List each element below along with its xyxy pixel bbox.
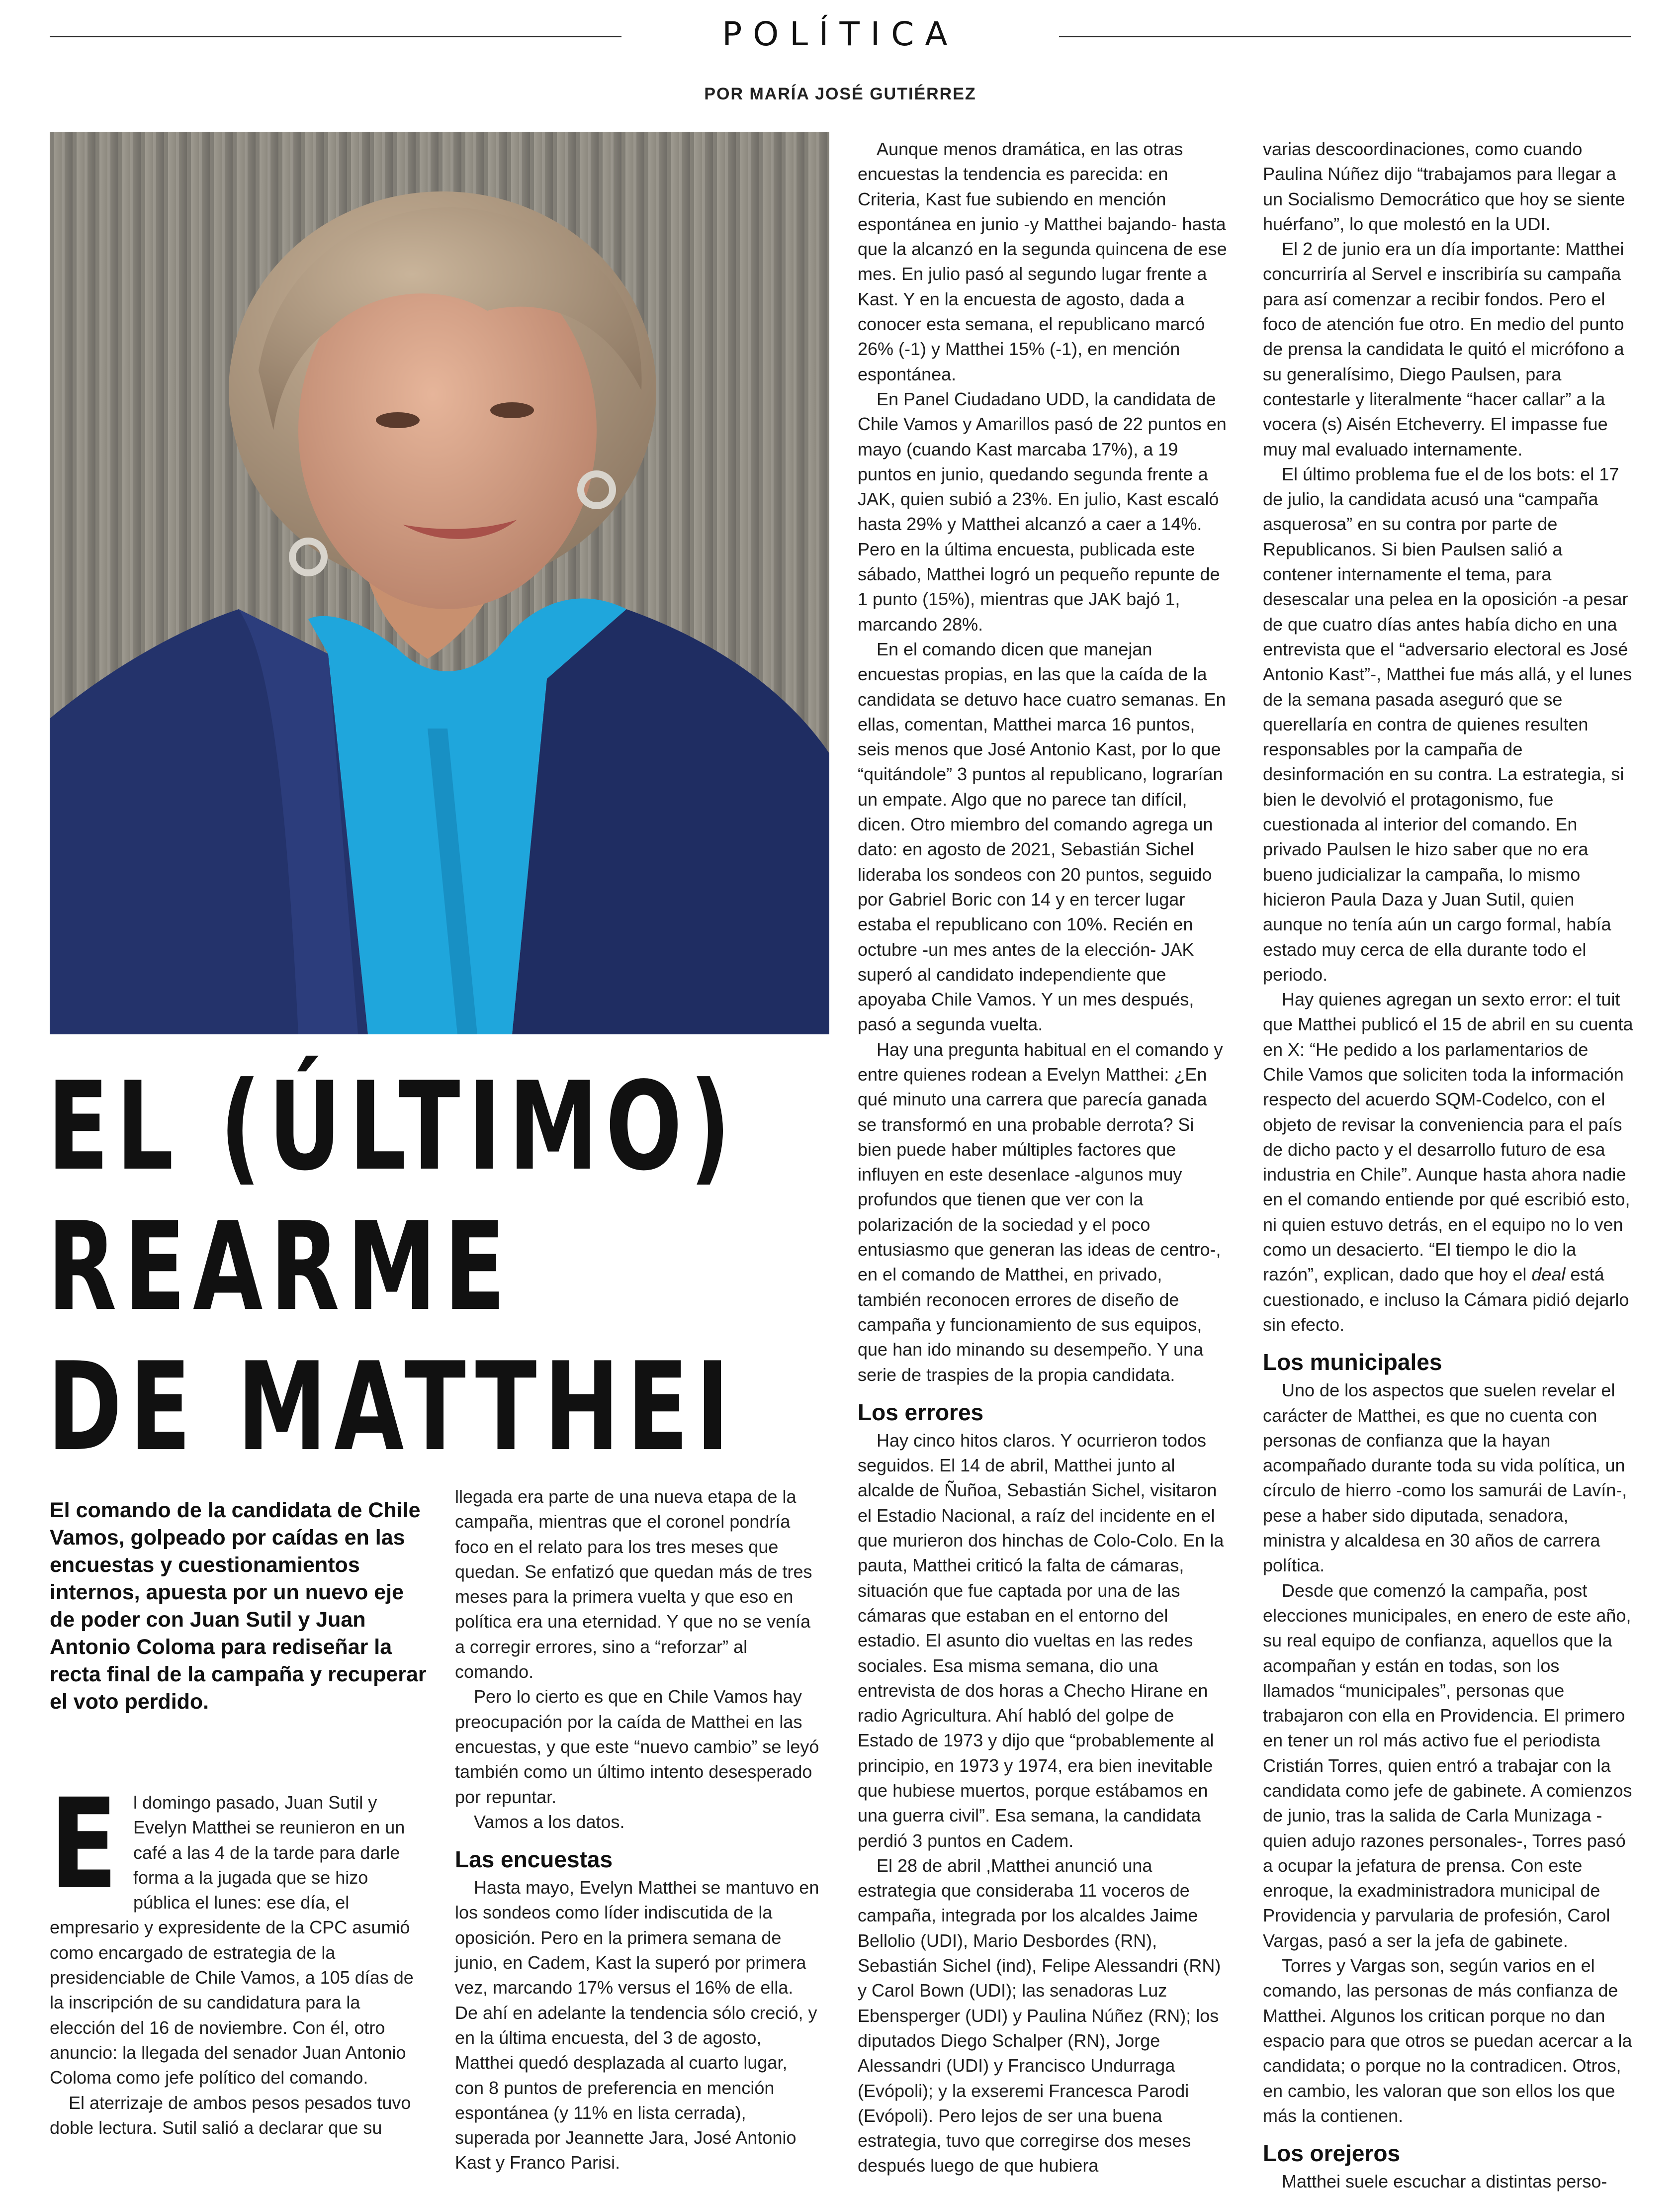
paragraph: Desde que comenzó la campaña, post elecciones municipales, en enero de este año, su real equipo de confianza, aquellos que la acompañan y están en todas, son los llamados “municipales”, personas que trabajaron con ella en Providencia. El primero en tener un rol más activo fue el periodista Cristián Torres, quien entró a trabajar con la candidata como jefe de gabinete. A comienzos de junio, tras la salida de Carla Munizaga -quien adujo razones personales-, Torres pasó a ocupar la jefatura de prensa. Con este enroque, la exadministradora municipal de Providencia y parvularia de profesión, Carol Vargas, pasó a ser la jefa de gabinete. [1263,1580,1632,1951]
body-column-3 [858,137,1228,2179]
body-column-4 [1263,137,1633,2194]
paragraph: llegada era parte de una nueva etapa de la campaña, mientras que el coronel pondría foco en el relato para los tres meses que quedan. Se enfatizó que quedan más de tres meses para la primera vuelta y que eso en política era una eternidad. Y que no se venía a corregir errores, sino a “reforzar” al comando. [455,1486,812,1682]
paragraph-text: Hay quienes agregan un sexto error: el tuit que Matthei publicó el 15 de abril en su cuenta en X: “He pedido a los parlamentarios de Chile Vamos que soliciten toda la información respecto del acuerdo SQM-Codelco, con el objeto de revisar la conveniencia para el país de dicho pacto y el desarrollo futuro de esa industria en Chile”. Aunque hasta ahora nadie en el comando entiende por qué escribió esto, ni quien estuvo detrás, en el equipo no lo ven como un desacierto. “El tiempo le dio la razón”, explican, dado que hoy el [1263,989,1633,1285]
headline-line-3: DE MATTHEI [47,1336,737,1478]
drop-cap: E [50,1772,118,1917]
drop-cap-paragraph [50,1772,415,2091]
subheading-los-municipales: Los municipales [1263,1349,1442,1375]
body-column-2 [455,1484,820,2176]
byline: POR MARÍA JOSÉ GUTIÉRREZ [704,85,976,103]
paragraph: En Panel Ciudadano UDD, la candidata de Chile Vamos y Amarillos pasó de 22 puntos en mayo (cuando Kast marcaba 17%), a 19 puntos en junio, quedando segunda frente a JAK, quien subió a 23%. En julio, Kast escaló hasta 29% y Matthei alcanzó a caer a 14%. Pero en la última encuesta, publicada este sábado, Matthei logró un pequeño repunte de 1 punto (15%), mientras que JAK bajó 1, marcando 28%. [858,388,1227,635]
subheading-los-orejeros: Los orejeros [1263,2140,1401,2167]
paragraph: varias descoordinaciones, como cuando Paulina Núñez dijo “trabajamos para llegar a un Socialismo Democrático que hoy se siente huérfano”, lo que molestó en la UDI. [1263,139,1625,234]
paragraph: Torres y Vargas son, según varios en el comando, las personas de más confianza de Matthei. Algunos los critican porque no dan espacio para que otros se puedan acercar a la candidata; o porque no la contradicen. Otros, en cambio, les valoran que son ellos los que más la contienen. [1263,1955,1632,2126]
paragraph: Pero lo cierto es que en Chile Vamos hay preocupación por la caída de Matthei en las encuestas, y que este “nuevo cambio” se leyó también como un último intento desesperado por repuntar. [455,1686,819,1807]
italic-word: deal [1531,1264,1566,1285]
body-column-1 [50,1772,415,2140]
headline-line-2: REARME [47,1196,513,1338]
lead-paragraph: El comando de la candidata de Chile Vamos, golpeado por caídas en las encuestas y cuestionamientos internos, apuesta por un nuevo eje de poder con Juan Sutil y Juan Antonio Coloma para rediseñar la recta final de la campaña y recuperar el voto perdido. [50,1498,427,1714]
paragraph: El 2 de junio era un día importante: Matthei concurriría al Servel e inscribiría su campaña para así comenzar a recibir fondos. Pero el foco de atención fue otro. En medio del punto de prensa la candidata le quitó el micrófono a su generalísimo, Diego Paulsen, para contestarle y literalmente “hacer callar” a la vocera (s) Aisén Etcheverry. El impasse fue muy mal evaluado internamente. [1263,239,1624,459]
paragraph-text: está cuestionado, e incluso la Cámara pidió dejarlo sin efecto. [1263,1264,1629,1335]
headline-line-1: EL (ÚLTIMO) [47,1056,738,1197]
paragraph: Aunque menos dramática, en las otras encuestas la tendencia es parecida: en Criteria, Kast fue subiendo en mención espontánea en junio -y Matthei bajando- hasta que la alcanzó en la segunda quincena de ese mes. En julio pasó al segundo lugar frente a Kast. Y en la encuesta de agosto, dada a conocer esta semana, el republicano marcó 26% (-1) y Matthei 15% (-1), en mención espontánea. [858,139,1227,384]
paragraph: En el comando dicen que manejan encuestas propias, en las que la caída de la candidata se detuvo hace cuatro semanas. En ellas, comentan, Matthei marca 16 puntos, seis menos que José Antonio Kast, por lo que “quitándole” 3 puntos al republicano, lograrían un empate. Algo que no parece tan difícil, dicen. Otro miembro del comando agrega un dato: en agosto de 2021, Sebastián Sichel lideraba los sondeos con 20 puntos, seguido por Gabriel Boric con 14 y en tercer lugar estaba el republicano con 10%. Recién en octubre -un mes antes de la elección- JAK superó al candidato independiente que apoyaba Chile Vamos. Y un mes después, pasó a segunda vuelta. [858,639,1226,1035]
portrait-photo [50,132,829,1034]
paragraph: Matthei suele escuchar a distintas perso- [1282,2171,1607,2192]
paragraph: Vamos a los datos. [474,1811,625,1832]
paragraph: El 28 de abril ,Matthei anunció una estrategia que consideraba 11 voceros de campaña, integrada por los alcaldes Jaime Bellolio (UDI), Mario Desbordes (RN), Sebastián Sichel (ind), Felipe Alessandri (RN) y Carol Bown (UDI); las senadoras Luz Ebensperger (UDI) y Paulina Núñez (RN); los diputados Diego Schalper (RN), Jorge Alessandri (UDI) y Francisco Undurraga (Evópoli); y la exseremi Francesca Parodi (Evópoli). Pero lejos de ser una buena estrategia, tuvo que corregirse dos meses después luego de que hubiera [858,1855,1221,2176]
header-rule-right [1059,36,1631,37]
paragraph: Hay cinco hitos claros. Y ocurrieron todos seguidos. El 14 de abril, Matthei junto al alcalde de Ñuñoa, Sebastián Sichel, visitaron el Estadio Nacional, a raíz del incidente en el que murieron dos hinchas de Colo-Colo. En la pauta, Matthei criticó la falta de cámaras, situación que fue captada por una de las cámaras que estaban en el entorno del estadio. El asunto dio vueltas en las redes sociales. Esa misma semana, dio una entrevista de dos horas a Checho Hirane en radio Agricultura. Ahí habló del golpe de Estado de 1973 y dijo que “probablemente al principio, en 1973 y 1974, era bien inevitable que hubiese muertos, porque estábamos en una guerra civil”. Esa semana, la candidata perdió 3 puntos en Cadem. [858,1430,1224,1851]
paragraph: El último problema fue el de los bots: el 17 de julio, la candidata acusó una “campaña asquerosa” en su contra por parte de Republicanos. Si bien Paulsen salió a contener internamente el tema, para desescalar una pelea en la oposición -a pesar de que cuatro días antes había dicho en una entrevista que el “adversario electoral es José Antonio Kast”-, Matthei fue más allá, y el lunes de la semana pasada aseguró que se querellaría en contra de quienes resulten responsables por la campaña de desinformación en su contra. La estrategia, si bien le devolvió el protagonismo, fue cuestionada al interior del comando. En privado Paulsen le hizo saber que no era bueno judicializar la campaña, lo mismo hicieron Paula Daza y Juan Sutil, quien aunque no tenía aún un cargo formal, había estado muy cerca de ella durante todo el periodo. [1263,463,1632,985]
headline [47,1056,738,1478]
subheading-las-encuestas: Las encuestas [455,1846,613,1873]
section-title: POLÍTICA [722,15,959,53]
header-rule-left [50,36,621,37]
paragraph: l domingo pasado, Juan Sutil y Evelyn Matthei se reunieron en un café a las 4 de la tarde para darle forma a la jugada que se hizo pública el lunes: ese día, el empresario y expresidente de la CPC asumió como encargado de estrategia de la presidenciable de Chile Vamos, a 105 días de la inscripción de su candidatura para la elección del 16 de noviembre. Con él, otro anuncio: la llegada del senador Juan Antonio Coloma como jefe político del comando. [50,1792,414,2088]
paragraph: Hay una pregunta habitual en el comando y entre quienes rodean a Evelyn Matthei: ¿En qué minuto una carrera que parecía ganada se transformó en una probable derrota? Si bien puede haber múltiples factores que influyen en este desenlace -algunos muy profundos que tienen que ver con la polarización de la sociedad y el poco entusiasmo que generan las ideas de centro-, en el comando de Matthei, en privado, también reconocen errores de diseño de campaña y funcionamiento de sus equipos, que han ido minando su desempeño. Y una serie de traspies de la propia candidata. [858,1039,1223,1385]
subheading-los-errores: Los errores [858,1399,984,1425]
paragraph [1263,987,1633,1337]
paragraph: Hasta mayo, Evelyn Matthei se mantuvo en los sondeos como líder indiscutida de la oposición. Pero en la primera semana de junio, en Cadem, Kast la superó por primera vez, marcando 17% versus el 16% de ella. De ahí en adelante la tendencia sólo creció, y en la última encuesta, del 3 de agosto, Matthei quedó desplazada al cuarto lugar, con 8 puntos de preferencia en mención espontánea (y 11% en lista cerrada), superada por Jeannette Jara, José Antonio Kast y Franco Parisi. [455,1877,819,2173]
paragraph: El aterrizaje de ambos pesos pesados tuvo doble lectura. Sutil salió a declarar que su [50,2092,411,2138]
paragraph: Uno de los aspectos que suelen revelar el carácter de Matthei, es que no cuenta con personas de confianza que la hayan acompañado durante toda su vida política, un círculo de hierro -como los samurái de Lavín-, pese a haber sido diputada, senadora, ministra y alcaldesa en 30 años de carrera política. [1263,1380,1627,1576]
